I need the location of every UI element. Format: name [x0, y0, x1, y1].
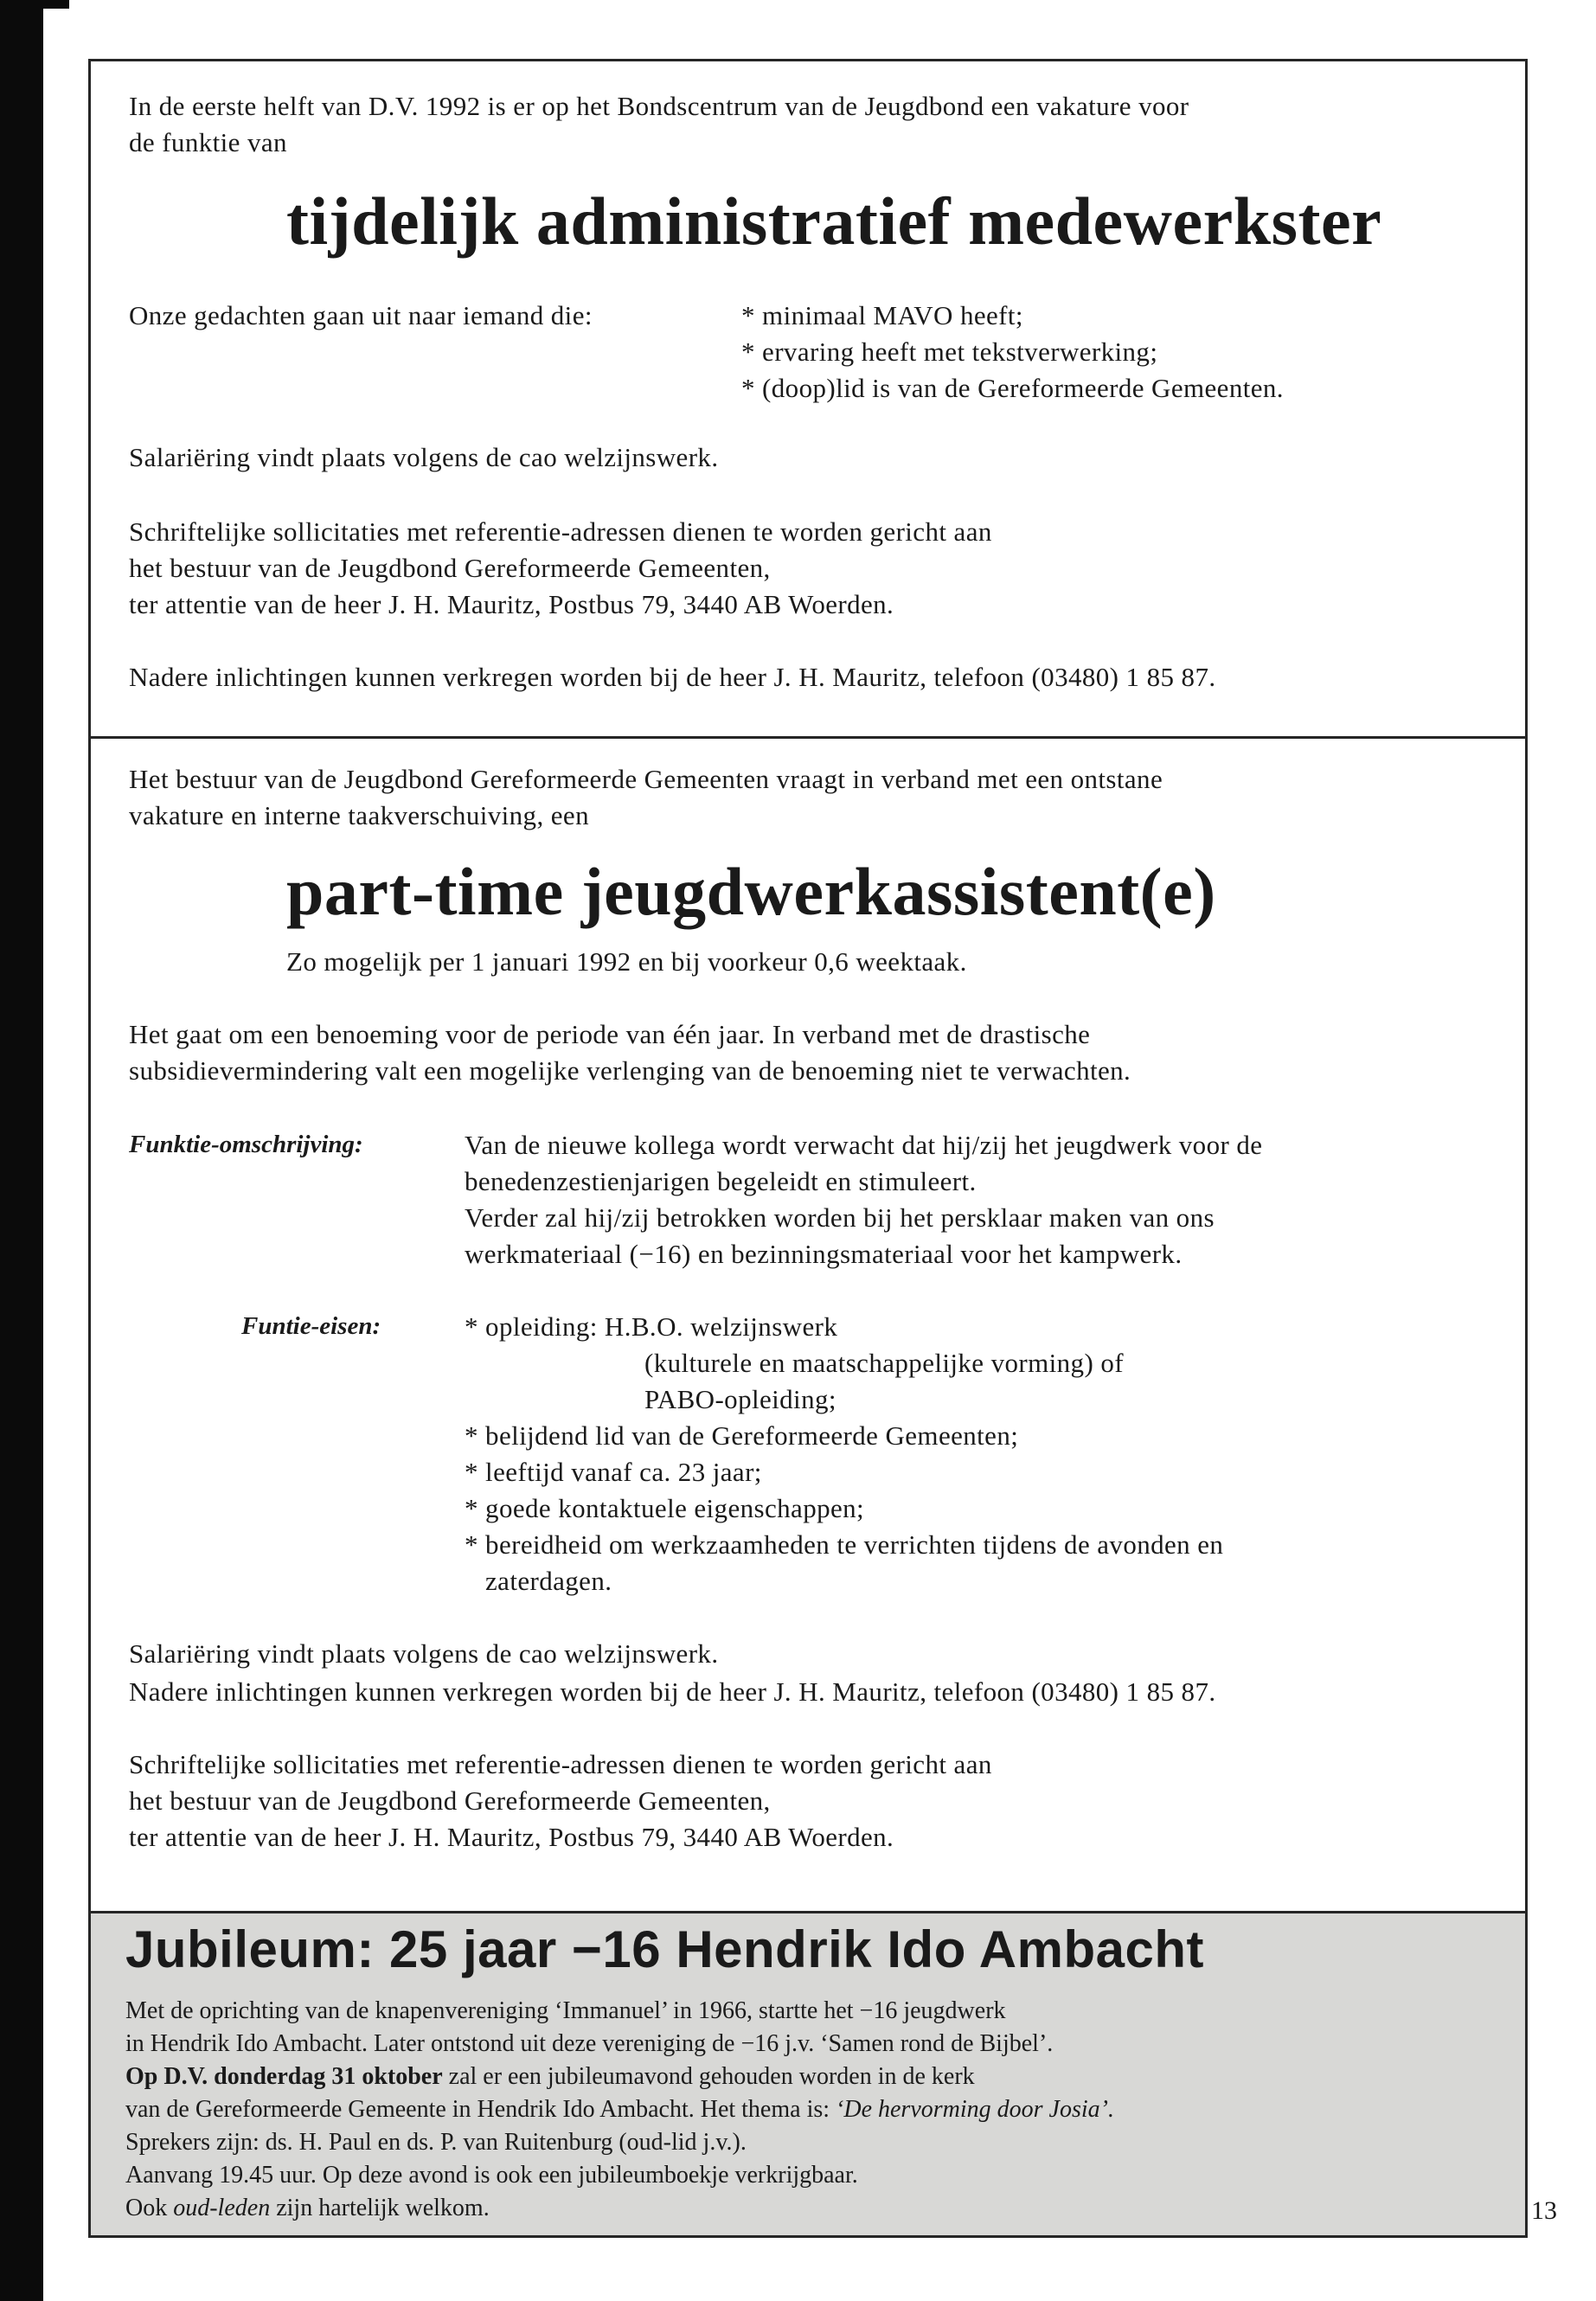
jubilee-line: in Hendrik Ido Ambacht. Later ontstond uit deze vereniging de −16 j.v. ‘Samen rond de Bijbel’.: [125, 2030, 1054, 2057]
function-line: Van de nieuwe kollega wordt verwacht dat hij/zij het jeugdwerk voor de: [465, 1130, 1263, 1160]
vacancy-admin-section: [91, 61, 1525, 739]
intro-line: de funktie van: [129, 127, 287, 157]
requirement-item: (kulturele en maatschappelijke vorming) of: [644, 1348, 1124, 1378]
requirement-item: * minimaal MAVO heeft;: [741, 300, 1023, 330]
scan-edge: [0, 0, 43, 2301]
application-line: ter attentie van de heer J. H. Mauritz, Postbus 79, 3440 AB Woerden.: [129, 589, 894, 619]
requirement-item: * (doop)lid is van de Gereformeerde Gemeenten.: [741, 373, 1284, 403]
info-note: Nadere inlichtingen kunnen verkregen worden bij de heer J. H. Mauritz, telefoon (03480) 1 85 87.: [129, 662, 1216, 692]
jubilee-line: Aanvang 19.45 uur. Op deze avond is ook een jubileumboekje verkrijgbaar.: [125, 2162, 858, 2189]
appointment-line: Het gaat om een benoeming voor de periode van één jaar. In verband met de drastische: [129, 1019, 1091, 1049]
application-line: het bestuur van de Jeugdbond Gereformeerde Gemeenten,: [129, 553, 771, 583]
jubilee-line: Met de oprichting van de knapenvereniging ‘Immanuel’ in 1966, startte het −16 jeugdwerk: [125, 1997, 1006, 2024]
page-frame: [88, 59, 1528, 2238]
jubilee-notice: [91, 1913, 1525, 2235]
appointment-line: subsidievermindering valt een mogelijke verlenging van de benoeming niet te verwachten.: [129, 1055, 1131, 1086]
vacancy-title: tijdelijk administratief medewerkster: [286, 183, 1382, 259]
application-line: Schriftelijke sollicitaties met referentie-adressen dienen te worden gericht aan: [129, 1749, 992, 1779]
salary-note: Salariëring vindt plaats volgens de cao welzijnswerk.: [129, 442, 719, 472]
jubilee-line: Op D.V. donderdag 31 oktober zal er een jubileumavond gehouden worden in de kerk: [125, 2063, 975, 2090]
requirements-label: Funtie-eisen:: [241, 1312, 381, 1340]
vacancy-subtitle: Zo mogelijk per 1 januari 1992 en bij voorkeur 0,6 weektaak.: [286, 946, 967, 977]
jubilee-theme: ‘De hervorming door Josia’.: [836, 2096, 1114, 2123]
vacancy-youthwork-section: [91, 739, 1525, 1913]
jubilee-title: Jubileum: 25 jaar −16 Hendrik Ido Ambacht: [125, 1920, 1204, 1978]
requirement-item: * leeftijd vanaf ca. 23 jaar;: [465, 1457, 762, 1487]
requirement-item: * goede kontaktuele eigenschappen;: [465, 1493, 865, 1523]
requirement-item: * belijdend lid van de Gereformeerde Gemeenten;: [465, 1420, 1019, 1451]
jubilee-line: Sprekers zijn: ds. H. Paul en ds. P. van Ruitenburg (oud-lid j.v.).: [125, 2129, 747, 2156]
info-note: Nadere inlichtingen kunnen verkregen worden bij de heer J. H. Mauritz, telefoon (03480) 1 85 87.: [129, 1676, 1216, 1707]
jubilee-line: Ook oud-leden zijn hartelijk welkom.: [125, 2195, 490, 2221]
application-line: Schriftelijke sollicitaties met referentie-adressen dienen te worden gericht aan: [129, 516, 992, 547]
requirements-lead: Onze gedachten gaan uit naar iemand die:: [129, 300, 593, 330]
application-line: ter attentie van de heer J. H. Mauritz, Postbus 79, 3440 AB Woerden.: [129, 1822, 894, 1852]
intro-line: Het bestuur van de Jeugdbond Gereformeerde Gemeenten vraagt in verband met een ontstane: [129, 764, 1163, 794]
intro-line: vakature en interne taakverschuiving, een: [129, 800, 589, 830]
page-number: 13: [1531, 2196, 1557, 2225]
requirement-item: * bereidheid om werkzaamheden te verrichten tijdens de avonden en: [465, 1529, 1224, 1560]
function-line: werkmateriaal (−16) en bezinningsmateriaal voor het kampwerk.: [465, 1239, 1183, 1269]
jubilee-line: van de Gereformeerde Gemeente in Hendrik Ido Ambacht. Het thema is: ‘De hervorming door Josia’.: [125, 2096, 1114, 2123]
vacancy-title: part-time jeugdwerkassistent(e): [286, 854, 1216, 929]
requirement-item: * ervaring heeft met tekstverwerking;: [741, 336, 1158, 367]
requirement-item: PABO-opleiding;: [644, 1384, 836, 1414]
function-line: Verder zal hij/zij betrokken worden bij het persklaar maken van ons: [465, 1202, 1215, 1233]
requirement-item: * opleiding: H.B.O. welzijnswerk: [465, 1311, 838, 1342]
application-line: het bestuur van de Jeugdbond Gereformeerde Gemeenten,: [129, 1785, 771, 1816]
jubilee-date: Op D.V. donderdag 31 oktober: [125, 2063, 443, 2090]
function-line: benedenzestienjarigen begeleidt en stimuleert.: [465, 1166, 977, 1196]
scan-edge-top: [43, 0, 69, 9]
function-label: Funktie-omschrijving:: [129, 1131, 363, 1158]
intro-line: In de eerste helft van D.V. 1992 is er op het Bondscentrum van de Jeugdbond een vakature voor: [129, 91, 1189, 121]
salary-note: Salariëring vindt plaats volgens de cao welzijnswerk.: [129, 1638, 719, 1669]
requirement-item: zaterdagen.: [485, 1566, 612, 1596]
